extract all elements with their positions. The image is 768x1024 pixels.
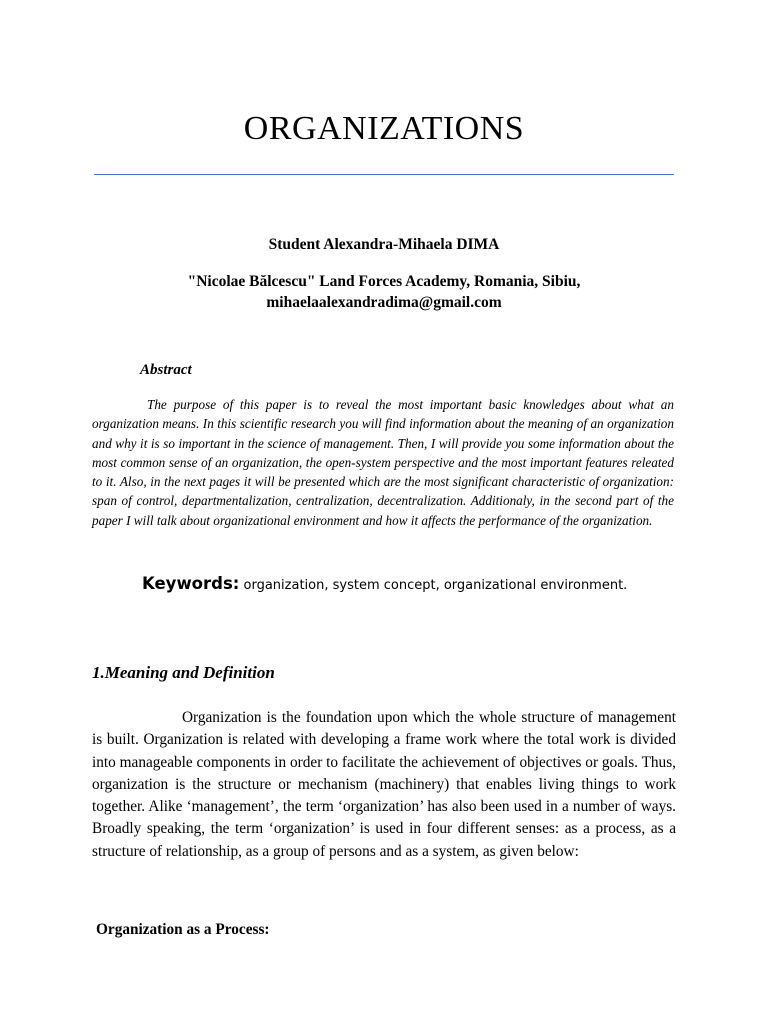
abstract-heading: Abstract — [140, 362, 192, 378]
author-name: Student Alexandra-Mihaela DIMA — [268, 236, 500, 253]
affiliation-email: mihaelaalexandradima@gmail.com — [266, 294, 502, 311]
keywords — [142, 574, 702, 593]
author-affiliation — [0, 271, 768, 313]
title-divider — [94, 174, 674, 175]
paper-title: ORGANIZATIONS — [243, 110, 525, 147]
section-heading: 1.Meaning and Definition — [92, 663, 275, 682]
keywords-text: organization, system concept, organizational environment. — [239, 578, 628, 593]
affiliation-institution: "Nicolae Bălcescu" Land Forces Academy, Romania, Sibiu, — [187, 273, 581, 290]
keywords-label: Keywords: — [142, 574, 240, 593]
subsection-heading: Organization as a Process: — [96, 921, 270, 938]
section-body: Organization is the foundation upon which the whole structure of management is built. Organization is related with developing a frame work where the total work is divided into manageable components in order to facilitate the achievement of objectives or goals. Thus, organization is the structure or mechanism (machinery) that enables living things to work together. Alike ‘management’, the term ‘organization’ has also been used in a number of ways. Broadly speaking, the term ‘organization’ is used in four different senses: as a process, as a structure of relationship, as a group of persons and as a system, as given below: — [92, 709, 676, 860]
abstract-body: The purpose of this paper is to reveal the most important basic knowledges about what an organization means. In this scientific research you will find information about the meaning of an organization and why it is so important in the science of management. Then, I will provide you some information about the most common sense of an organization, the open-system perspective and the most important features releated to it. Also, in the next pages it will be presented which are the most significant characteristic of organization: span of control, departmentalization, centralization, decentralization. Additionaly, in the second part of the paper I will talk about organizational environment and how it affects the performance of the organization. — [92, 397, 674, 528]
